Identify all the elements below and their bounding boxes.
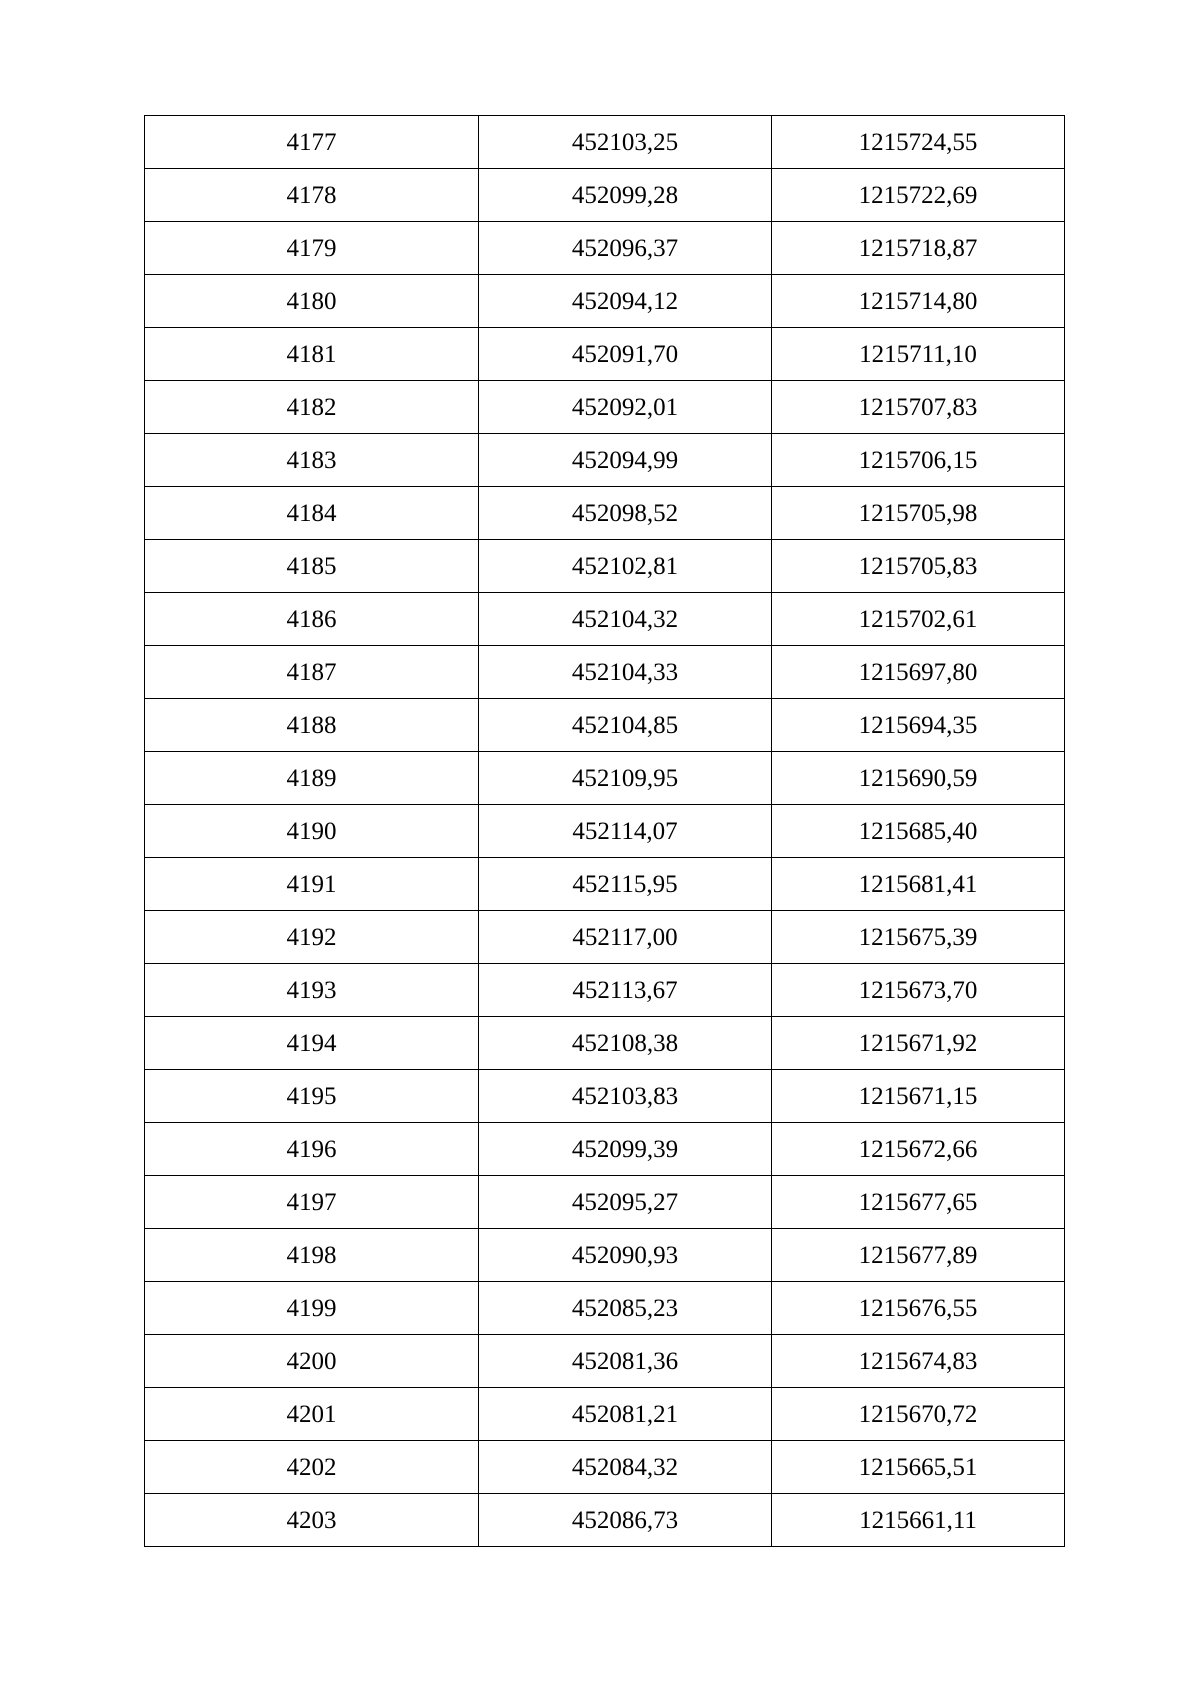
table-row xyxy=(145,275,1065,328)
coordinates-table-body xyxy=(145,116,1065,1547)
y-coordinate-cell: 1215675,39 xyxy=(772,911,1065,964)
y-coordinate-cell: 1215722,69 xyxy=(772,169,1065,222)
x-coordinate-cell: 452108,38 xyxy=(479,1017,772,1070)
x-coordinate-cell: 452085,23 xyxy=(479,1282,772,1335)
point-number-cell: 4202 xyxy=(145,1441,479,1494)
x-coordinate-cell: 452114,07 xyxy=(479,805,772,858)
x-coordinate-cell: 452090,93 xyxy=(479,1229,772,1282)
point-number-cell: 4198 xyxy=(145,1229,479,1282)
y-coordinate-cell: 1215705,83 xyxy=(772,540,1065,593)
point-number-cell: 4197 xyxy=(145,1176,479,1229)
y-coordinate-cell: 1215724,55 xyxy=(772,116,1065,169)
table-row xyxy=(145,805,1065,858)
point-number-cell: 4196 xyxy=(145,1123,479,1176)
table-row xyxy=(145,116,1065,169)
point-number-cell: 4188 xyxy=(145,699,479,752)
table-row xyxy=(145,1123,1065,1176)
table-row xyxy=(145,381,1065,434)
coordinates-table xyxy=(144,115,1065,1547)
table-row xyxy=(145,1494,1065,1547)
point-number-cell: 4178 xyxy=(145,169,479,222)
y-coordinate-cell: 1215681,41 xyxy=(772,858,1065,911)
point-number-cell: 4203 xyxy=(145,1494,479,1547)
table-row xyxy=(145,1441,1065,1494)
y-coordinate-cell: 1215697,80 xyxy=(772,646,1065,699)
y-coordinate-cell: 1215677,65 xyxy=(772,1176,1065,1229)
y-coordinate-cell: 1215672,66 xyxy=(772,1123,1065,1176)
y-coordinate-cell: 1215665,51 xyxy=(772,1441,1065,1494)
table-row xyxy=(145,699,1065,752)
table-row xyxy=(145,1388,1065,1441)
point-number-cell: 4180 xyxy=(145,275,479,328)
table-row xyxy=(145,1335,1065,1388)
x-coordinate-cell: 452096,37 xyxy=(479,222,772,275)
point-number-cell: 4183 xyxy=(145,434,479,487)
table-row xyxy=(145,858,1065,911)
y-coordinate-cell: 1215671,15 xyxy=(772,1070,1065,1123)
point-number-cell: 4177 xyxy=(145,116,479,169)
x-coordinate-cell: 452113,67 xyxy=(479,964,772,1017)
point-number-cell: 4192 xyxy=(145,911,479,964)
point-number-cell: 4200 xyxy=(145,1335,479,1388)
point-number-cell: 4181 xyxy=(145,328,479,381)
y-coordinate-cell: 1215674,83 xyxy=(772,1335,1065,1388)
table-row xyxy=(145,434,1065,487)
table-row xyxy=(145,222,1065,275)
x-coordinate-cell: 452103,25 xyxy=(479,116,772,169)
point-number-cell: 4193 xyxy=(145,964,479,1017)
point-number-cell: 4189 xyxy=(145,752,479,805)
point-number-cell: 4184 xyxy=(145,487,479,540)
y-coordinate-cell: 1215676,55 xyxy=(772,1282,1065,1335)
table-row xyxy=(145,328,1065,381)
point-number-cell: 4195 xyxy=(145,1070,479,1123)
y-coordinate-cell: 1215671,92 xyxy=(772,1017,1065,1070)
y-coordinate-cell: 1215714,80 xyxy=(772,275,1065,328)
table-row xyxy=(145,964,1065,1017)
point-number-cell: 4185 xyxy=(145,540,479,593)
x-coordinate-cell: 452115,95 xyxy=(479,858,772,911)
y-coordinate-cell: 1215694,35 xyxy=(772,699,1065,752)
x-coordinate-cell: 452081,21 xyxy=(479,1388,772,1441)
y-coordinate-cell: 1215661,11 xyxy=(772,1494,1065,1547)
x-coordinate-cell: 452099,28 xyxy=(479,169,772,222)
table-row xyxy=(145,646,1065,699)
table-row xyxy=(145,1176,1065,1229)
table-row xyxy=(145,911,1065,964)
x-coordinate-cell: 452099,39 xyxy=(479,1123,772,1176)
table-row xyxy=(145,1229,1065,1282)
x-coordinate-cell: 452098,52 xyxy=(479,487,772,540)
table-row xyxy=(145,1282,1065,1335)
point-number-cell: 4201 xyxy=(145,1388,479,1441)
point-number-cell: 4187 xyxy=(145,646,479,699)
table-row xyxy=(145,169,1065,222)
x-coordinate-cell: 452094,99 xyxy=(479,434,772,487)
y-coordinate-cell: 1215702,61 xyxy=(772,593,1065,646)
x-coordinate-cell: 452104,85 xyxy=(479,699,772,752)
point-number-cell: 4199 xyxy=(145,1282,479,1335)
x-coordinate-cell: 452117,00 xyxy=(479,911,772,964)
table-row xyxy=(145,487,1065,540)
x-coordinate-cell: 452102,81 xyxy=(479,540,772,593)
table-row xyxy=(145,1017,1065,1070)
table-row xyxy=(145,593,1065,646)
x-coordinate-cell: 452086,73 xyxy=(479,1494,772,1547)
y-coordinate-cell: 1215707,83 xyxy=(772,381,1065,434)
y-coordinate-cell: 1215705,98 xyxy=(772,487,1065,540)
x-coordinate-cell: 452104,32 xyxy=(479,593,772,646)
y-coordinate-cell: 1215706,15 xyxy=(772,434,1065,487)
point-number-cell: 4194 xyxy=(145,1017,479,1070)
y-coordinate-cell: 1215718,87 xyxy=(772,222,1065,275)
x-coordinate-cell: 452092,01 xyxy=(479,381,772,434)
x-coordinate-cell: 452094,12 xyxy=(479,275,772,328)
y-coordinate-cell: 1215690,59 xyxy=(772,752,1065,805)
table-row xyxy=(145,752,1065,805)
y-coordinate-cell: 1215677,89 xyxy=(772,1229,1065,1282)
y-coordinate-cell: 1215711,10 xyxy=(772,328,1065,381)
point-number-cell: 4179 xyxy=(145,222,479,275)
point-number-cell: 4182 xyxy=(145,381,479,434)
point-number-cell: 4191 xyxy=(145,858,479,911)
x-coordinate-cell: 452095,27 xyxy=(479,1176,772,1229)
x-coordinate-cell: 452081,36 xyxy=(479,1335,772,1388)
x-coordinate-cell: 452104,33 xyxy=(479,646,772,699)
x-coordinate-cell: 452084,32 xyxy=(479,1441,772,1494)
y-coordinate-cell: 1215673,70 xyxy=(772,964,1065,1017)
point-number-cell: 4186 xyxy=(145,593,479,646)
x-coordinate-cell: 452109,95 xyxy=(479,752,772,805)
x-coordinate-cell: 452103,83 xyxy=(479,1070,772,1123)
x-coordinate-cell: 452091,70 xyxy=(479,328,772,381)
y-coordinate-cell: 1215670,72 xyxy=(772,1388,1065,1441)
table-row xyxy=(145,1070,1065,1123)
y-coordinate-cell: 1215685,40 xyxy=(772,805,1065,858)
table-row xyxy=(145,540,1065,593)
point-number-cell: 4190 xyxy=(145,805,479,858)
